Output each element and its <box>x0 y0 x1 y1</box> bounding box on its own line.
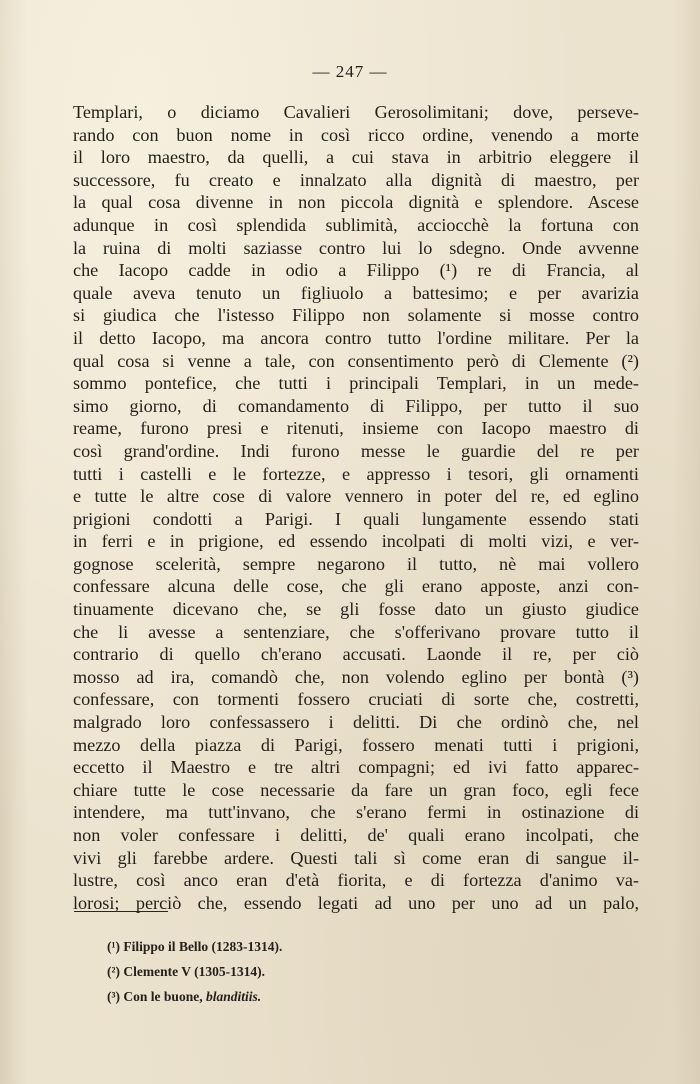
text-line: adunque in così splendida sublimità, acciocchè la fortuna con <box>73 214 639 235</box>
text-line: che Iacopo cadde in odio a Filippo (¹) re di Francia, al <box>73 260 639 281</box>
text-line: chiare tutte le cose necessarie da fare un gran foco, egli fece <box>73 779 639 800</box>
text-line: e tutte le altre cose di valore vennero in poter del re, ed eglino <box>73 486 639 507</box>
text-line: sommo pontefice, che tutti i principali Templari, in un mede- <box>73 373 639 394</box>
text-line: lorosi; perciò che, essendo legati ad uno per uno ad un palo, <box>73 892 639 913</box>
text-line: il detto Iacopo, ma ancora contro tutto l'ordine militare. Per la <box>73 327 639 348</box>
text-line: così grand'ordine. Indi furono messe le guardie del re per <box>73 440 639 461</box>
text-line: mezzo della piazza di Parigi, fossero menati tutti i prigioni, <box>73 734 639 755</box>
footnote-text: Con le buone, <box>123 989 203 1004</box>
text-line: quale aveva tenuto un figliuolo a battesimo; e per avarizia <box>73 282 639 303</box>
text-line: in ferri e in prigione, ed essendo incolpati di molti vizi, e ver- <box>73 531 639 552</box>
text-line: qual cosa si venne a tale, con consentimento però di Clemente (²) <box>73 350 639 371</box>
footnote-2 <box>107 959 282 984</box>
text-line: si giudica che l'istesso Filippo non solamente si mosse contro <box>73 305 639 326</box>
text-line: intendere, ma tutt'invano, che s'erano fermi in ostinazione di <box>73 802 639 823</box>
text-line: la qual cosa divenne in non piccola dignità e splendore. Ascese <box>73 192 639 213</box>
text-line: reame, furono presi e ritenuti, insieme con Iacopo maestro di <box>73 418 639 439</box>
text-line: eccetto il Maestro e tre altri compagni; ed ivi fatto apparec- <box>73 757 639 778</box>
text-line: Templari, o diciamo Cavalieri Gerosolimitani; dove, perseve- <box>73 102 639 122</box>
text-line: tinuamente dicevano che, se gli fosse dato un giusto giudice <box>73 599 639 620</box>
text-line: mosso ad ira, comandò che, non volendo eglino per bontà (³) <box>73 666 639 687</box>
page-number: — 247 — <box>312 62 388 81</box>
text-line: confessare, con tormenti fossero cruciati di sorte che, costretti, <box>73 689 639 710</box>
footnote-3 <box>107 984 282 1009</box>
text-line: confessare alcuna delle cose, che gli erano apposte, anzi con- <box>73 576 639 597</box>
text-line: successore, fu creato e innalzato alla dignità di maestro, per <box>73 169 639 190</box>
footnote-text: Filippo il Bello (1283-1314). <box>123 939 283 954</box>
text-line: tutti i castelli e le fortezze, e appresso i tesori, gli ornamenti <box>73 463 639 484</box>
footnote-text: Clemente V (1305-1314). <box>123 964 266 979</box>
text-line: non voler confessare i delitti, de' quali erano incolpati, che <box>73 825 639 845</box>
footnotes <box>107 934 282 1009</box>
footnote-mark: (³) <box>107 989 121 1004</box>
text-line: la ruina di molti saziasse contro lui lo sdegno. Onde avvenne <box>73 237 639 258</box>
footnote-emphasis: blanditiis. <box>205 989 262 1004</box>
footnote-1 <box>107 934 282 959</box>
text-line: che li avesse a sentenziare, che s'offerivano provare tutto il <box>73 621 639 642</box>
text-line: prigioni condotti a Parigi. I quali lungamente essendo stati <box>73 508 639 529</box>
footnote-mark: (¹) <box>107 939 121 954</box>
text-line: lustre, così anco eran d'età fiorita, e di fortezza d'animo va- <box>73 870 639 891</box>
text-line: gognose scelerità, sempre negarono il tutto, nè mai vollero <box>73 553 639 574</box>
body-text <box>73 101 639 914</box>
text-line: contrario di quello ch'erano accusati. Laonde il re, per ciò <box>73 644 639 665</box>
text-line: simo giorno, di comandamento di Filippo, per tutto il suo <box>73 395 639 416</box>
text-line: il loro maestro, da quelli, a cui stava in arbitrio eleggere il <box>73 147 639 168</box>
text-line: vivi gli farebbe ardere. Questi tali sì come eran di sangue il- <box>73 847 639 868</box>
footnote-mark: (²) <box>107 964 121 979</box>
text-line: rando con buon nome in così ricco ordine, venendo a morte <box>73 124 639 145</box>
text-line: malgrado loro confessassero i delitti. Di che ordinò che, nel <box>73 712 639 733</box>
footnote-rule <box>74 911 168 912</box>
